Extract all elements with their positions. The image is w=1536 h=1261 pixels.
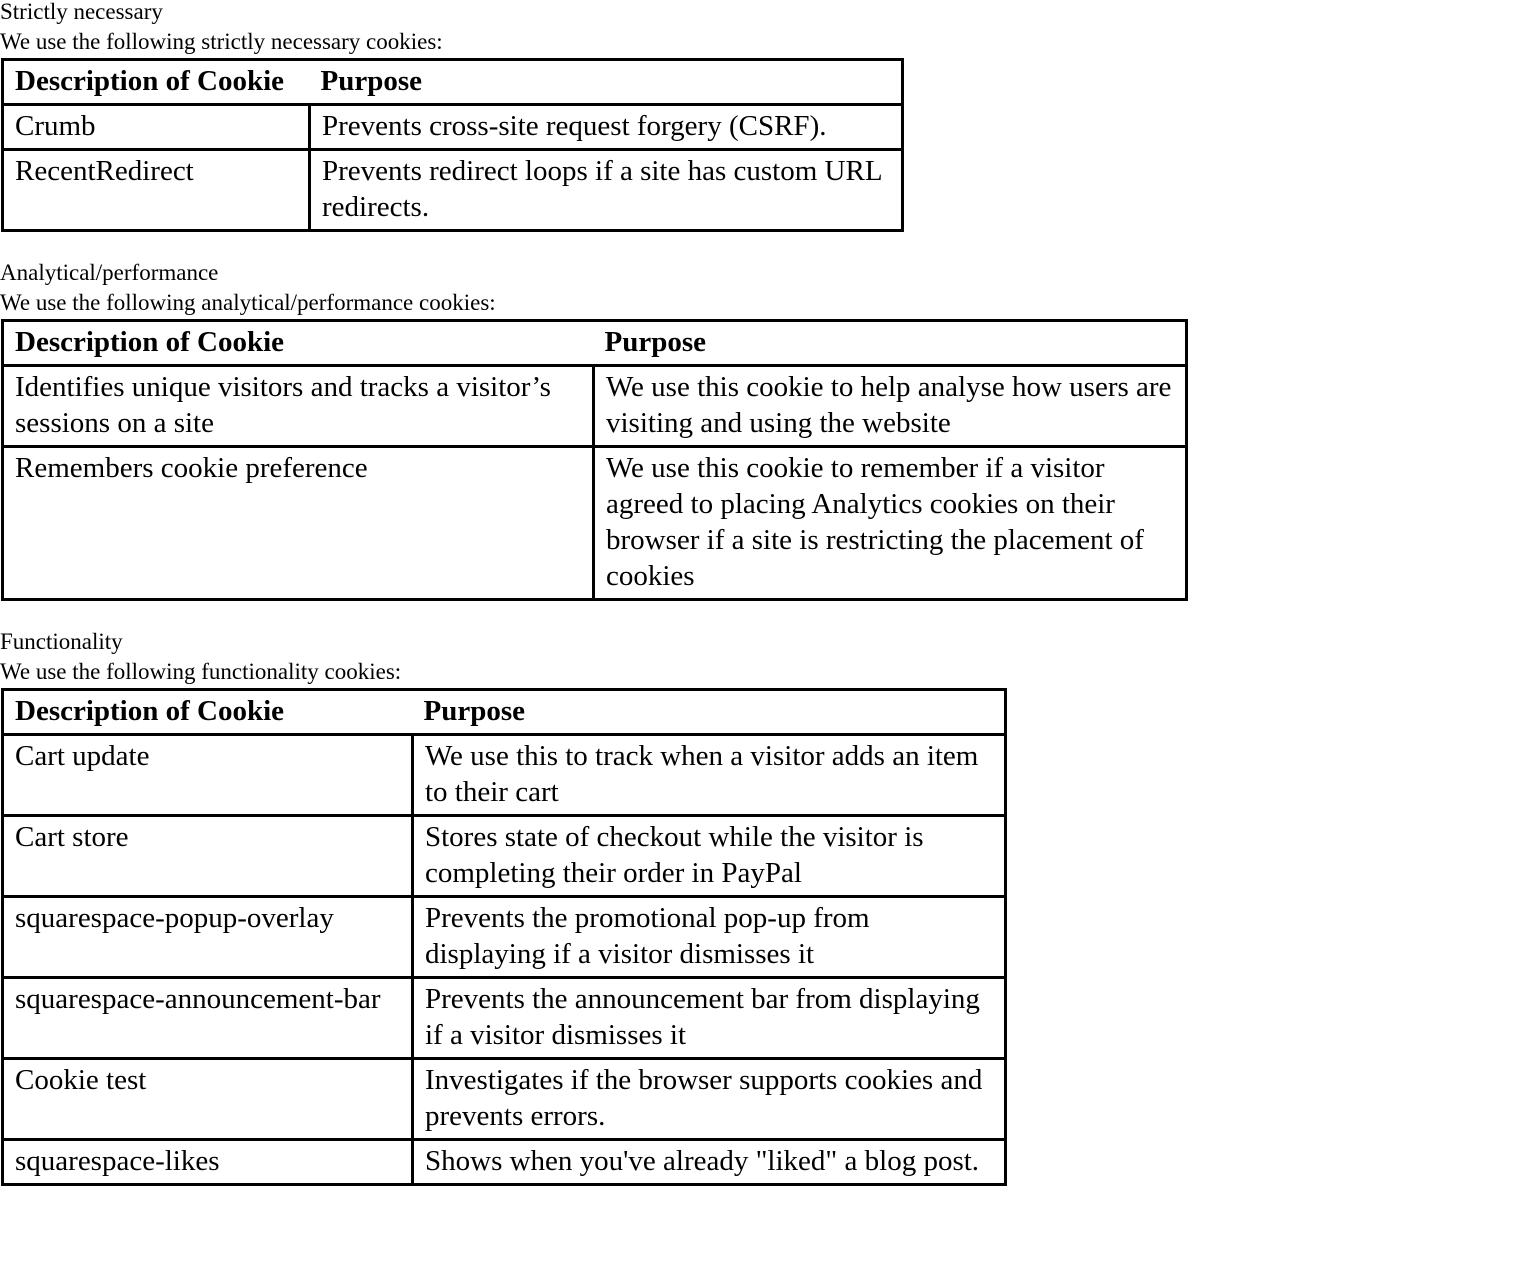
cookie-table-analytical	[1, 319, 1188, 601]
cookie-purpose: Prevents cross-site request forgery (CSRF).	[310, 105, 903, 150]
header-description: Description of Cookie	[3, 690, 413, 735]
cookie-purpose: Prevents the announcement bar from displaying if a visitor dismisses it	[413, 978, 1006, 1059]
table-row	[3, 897, 1006, 978]
table-row	[3, 735, 1006, 816]
section-intro: We use the following analytical/performance cookies:	[0, 290, 496, 315]
header-purpose: Purpose	[413, 690, 1006, 735]
table-header-row	[3, 60, 903, 105]
table-header-row	[3, 321, 1187, 366]
header-description: Description of Cookie	[3, 321, 594, 366]
header-purpose: Purpose	[310, 60, 903, 105]
section-title: Strictly necessary	[0, 0, 163, 24]
cookie-description: squarespace-announcement-bar	[3, 978, 413, 1059]
cookie-purpose: Investigates if the browser supports cookies and prevents errors.	[413, 1059, 1006, 1140]
cookie-description: Identifies unique visitors and tracks a visitor’s sessions on a site	[3, 366, 594, 447]
table-row	[3, 447, 1187, 600]
cookie-purpose: Shows when you've already "liked" a blog post.	[413, 1140, 1006, 1185]
section-intro: We use the following functionality cookies:	[0, 659, 402, 684]
table-row	[3, 816, 1006, 897]
section-analytical-performance	[0, 261, 1188, 601]
table-row	[3, 1059, 1006, 1140]
table-row	[3, 105, 903, 150]
cookie-description: squarespace-likes	[3, 1140, 413, 1185]
cookie-description: Cart store	[3, 816, 413, 897]
cookie-purpose: We use this cookie to remember if a visitor agreed to placing Analytics cookies on their browser if a site is restricting the placement of cookies	[594, 447, 1187, 600]
table-row	[3, 1140, 1006, 1185]
section-strictly-necessary	[0, 0, 904, 232]
table-header-row	[3, 690, 1006, 735]
cookie-purpose: Prevents redirect loops if a site has custom URL redirects.	[310, 150, 903, 231]
cookie-purpose: We use this cookie to help analyse how users are visiting and using the website	[594, 366, 1187, 447]
section-intro: We use the following strictly necessary cookies:	[0, 29, 443, 54]
cookie-purpose: Stores state of checkout while the visitor is completing their order in PayPal	[413, 816, 1006, 897]
cookie-table-strictly-necessary	[1, 58, 904, 232]
cookie-description: RecentRedirect	[3, 150, 310, 231]
section-functionality	[0, 630, 1007, 1186]
section-title: Functionality	[0, 629, 123, 654]
table-row	[3, 366, 1187, 447]
header-description: Description of Cookie	[3, 60, 310, 105]
cookie-description: squarespace-popup-overlay	[3, 897, 413, 978]
cookie-description: Cart update	[3, 735, 413, 816]
cookie-description: Cookie test	[3, 1059, 413, 1140]
cookie-purpose: We use this to track when a visitor adds an item to their cart	[413, 735, 1006, 816]
header-purpose: Purpose	[594, 321, 1187, 366]
cookie-description: Remembers cookie preference	[3, 447, 594, 600]
section-title: Analytical/performance	[0, 260, 219, 285]
cookie-purpose: Prevents the promotional pop-up from displaying if a visitor dismisses it	[413, 897, 1006, 978]
cookie-table-functionality	[1, 688, 1007, 1186]
table-row	[3, 150, 903, 231]
cookie-description: Crumb	[3, 105, 310, 150]
table-row	[3, 978, 1006, 1059]
